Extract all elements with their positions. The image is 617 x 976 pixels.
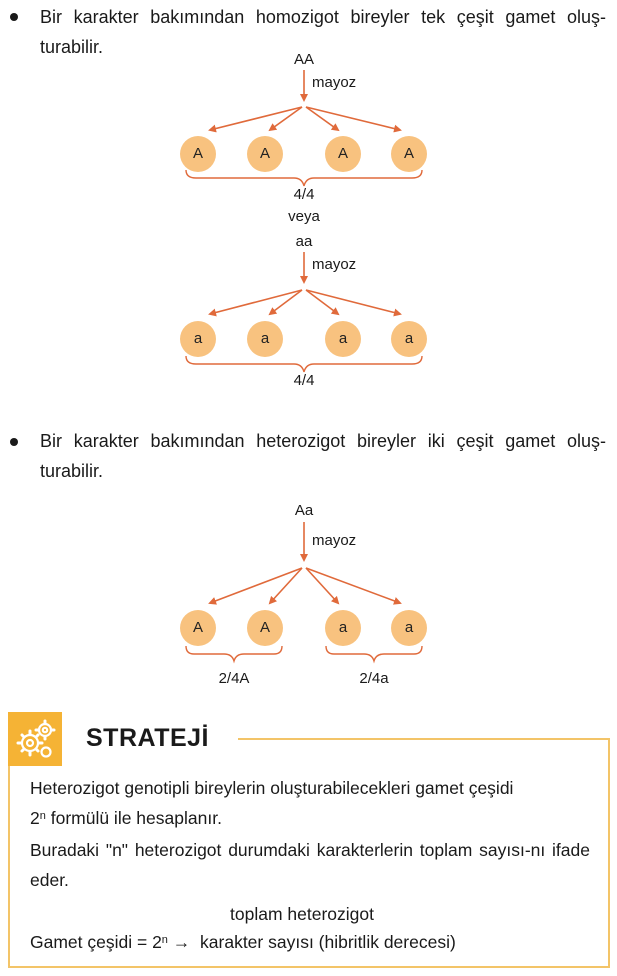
gamete-circle: a (391, 610, 427, 646)
arrow-to-gamete-1 (210, 568, 302, 603)
gamete-circle: A (325, 136, 361, 172)
process-label-mayoz: mayoz (312, 532, 357, 549)
process-label-mayoz: mayoz (312, 256, 357, 273)
paragraph-heterozygous: Bir karakter bakımından heterozigot bireyler iki çeşit gamet oluş-turabilir. (40, 431, 606, 481)
gamete-ratio-right: 2/4a (359, 670, 389, 687)
brace-Aa-left (186, 646, 282, 661)
gamete-circle: A (180, 610, 216, 646)
strategy-line-1: Heterozigot genotipli bireylerin oluşturabilecekleri gamet çeşidi (30, 778, 514, 798)
strategy-divider (238, 738, 610, 740)
brace-Aa-right (326, 646, 422, 661)
process-label-mayoz: mayoz (312, 74, 357, 91)
gamete-circle: A (247, 610, 283, 646)
gamete-circle: A (391, 136, 427, 172)
parent-genotype-Aa: Aa (294, 502, 314, 519)
arrow-to-gamete-2 (270, 568, 302, 603)
gamete-circle: a (325, 321, 361, 357)
gamete-circle: A (180, 136, 216, 172)
arrow-to-gamete-3 (306, 290, 338, 314)
gamete-circle: A (247, 136, 283, 172)
arrow-to-gamete-3 (306, 568, 338, 603)
paragraph-homozygous: Bir karakter bakımından homozigot bireyler tek çeşit gamet oluş-turabilir. (40, 7, 606, 57)
gamete-ratio-left: 2/4A (218, 670, 250, 687)
arrow-to-gamete-4 (306, 290, 400, 314)
formula-top-label: toplam heterozigot (230, 904, 374, 924)
arrow-to-gamete-2 (270, 107, 302, 130)
brace-aa (186, 356, 422, 372)
gamete-circle: a (180, 321, 216, 357)
bullet-dot (8, 432, 22, 446)
arrow-to-gamete-1 (210, 107, 302, 130)
arrow-to-gamete-2 (270, 290, 302, 314)
strategy-line-3: Buradaki "n" heterozigot durumdaki karakterlerin toplam sayısı-nı ifade eder. (30, 840, 590, 890)
parent-genotype-aa: aa (295, 233, 313, 250)
arrow-to-gamete-3 (306, 107, 338, 130)
brace-AA (186, 170, 422, 186)
right-arrow-icon: → (172, 932, 191, 952)
strategy-title: STRATEJİ (86, 724, 209, 752)
arrow-to-gamete-1 (210, 290, 302, 314)
strategy-line-2: 2$^n$ formülü ile hesaplanır. (30, 808, 222, 828)
gamete-ratio: 4/4 (293, 372, 315, 389)
gamete-circle: a (325, 610, 361, 646)
arrow-to-gamete-4 (306, 107, 400, 130)
gamete-circle: a (391, 321, 427, 357)
formula-line: Gamet çeşidi = $2^n$ → karakter sayısı (hibritlik derecesi) (30, 932, 456, 952)
gamete-ratio: 4/4 (293, 186, 315, 203)
gears-icon (8, 712, 62, 766)
or-word: veya (288, 208, 320, 225)
parent-genotype-AA: AA (293, 51, 315, 68)
arrow-to-gamete-4 (306, 568, 400, 603)
gamete-circle: a (247, 321, 283, 357)
bullet-dot (8, 7, 22, 21)
